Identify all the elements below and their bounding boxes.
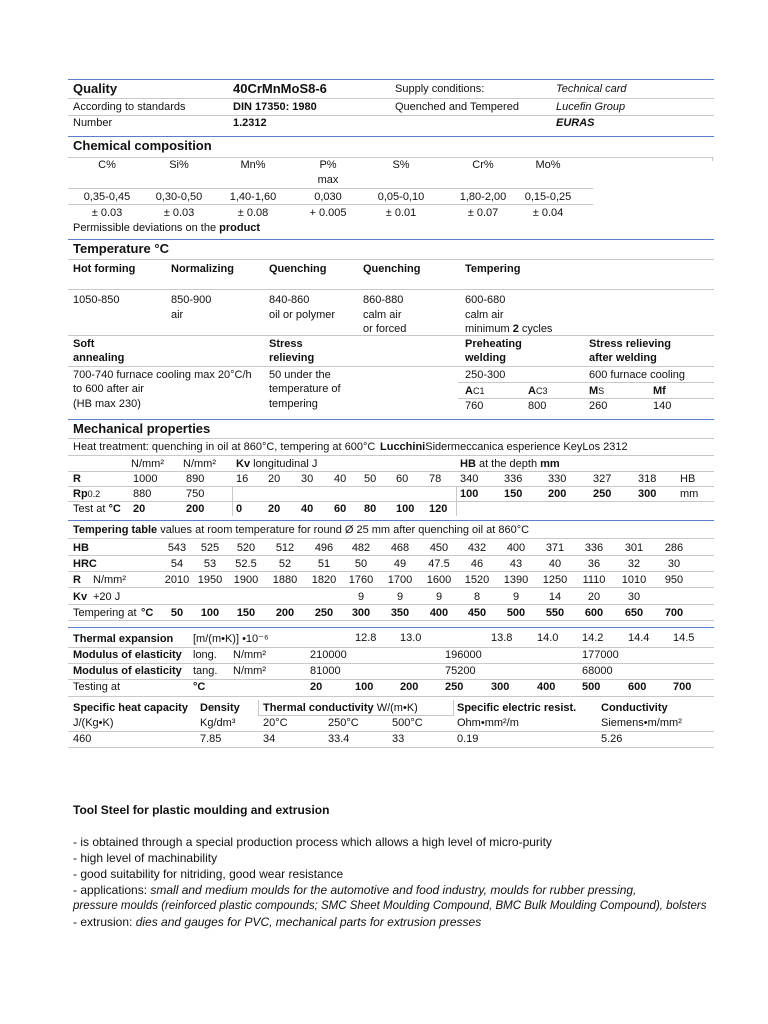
tempering-cell: 51 [317,558,331,570]
tempering-cell: 36 [587,558,601,570]
hb-value: 340 [460,473,479,485]
chem-header: S% [392,159,410,171]
tang-value: 81000 [310,665,341,677]
kv-value: 78 [429,473,442,485]
kv-value: 16 [236,473,249,485]
depth-value: 150 [504,488,523,500]
depth-value: 300 [638,488,657,500]
testing-value: 700 [673,681,692,693]
testing-value: 300 [491,681,510,693]
tempering-row-unit: +20 J [93,591,121,603]
hb-value: 330 [548,473,567,485]
tempering-cell: 450 [467,607,487,619]
tempering-cell: 1820 [311,574,337,586]
tempering-cycles: minimum 2 cycles [465,323,553,335]
cond-value: 34 [263,733,276,745]
stress-head2: relieving [269,352,315,364]
tempering-cell: 1760 [348,574,374,586]
tempering-cell: 350 [390,607,410,619]
rp-value-1: 880 [133,488,152,500]
test-value-2: 200 [186,503,205,515]
tempering-cell: 30 [667,558,681,570]
tempering-row-label: HB [73,542,89,554]
tempering-cell: 32 [627,558,641,570]
standard-value: DIN 17350: 1980 [233,101,317,113]
group-name: Lucefin Group [556,101,626,113]
conductivity-header: Thermal conductivity W/(m•K) [263,702,418,714]
tempering-cell: 30 [627,591,641,603]
tempering-cell: 9 [357,591,365,603]
kv-header: Kv longitudinal J [236,458,318,470]
tempering-table-title: Tempering table values at room temperature for round Ø 25 mm after quenching oil at 860°C [73,524,530,536]
tempering-cell: 1950 [197,574,223,586]
hb-value: 318 [638,473,657,485]
tempering-row-label: Kv [73,591,88,603]
tang-label: tang. [193,665,218,677]
tempering-cell: 1520 [464,574,490,586]
ac1-label: AC1 [465,385,485,397]
tempering-cell: 53 [203,558,217,570]
test-value-1: 20 [133,503,146,515]
description-line: pressure moulds (reinforced plastic compounds; SMC Sheet Moulding Compound, BMC Bulk Moulding Compound), bolsters [73,900,707,912]
testing-label: Testing at [73,681,121,693]
tempering-cell: 525 [200,542,220,554]
heat-capacity-value: 460 [73,733,92,745]
tempering-cell: 300 [351,607,371,619]
tempering-cell: 9 [396,591,404,603]
tempering-cell: 43 [509,558,523,570]
soft-annealing-line: 700-740 furnace cooling max 20°C/h [73,369,252,381]
exp-value: 13.0 [400,632,422,644]
rp-value-2: 750 [186,488,205,500]
conductivity-unit: Siemens•m/mm² [601,717,682,729]
testing-value: 200 [400,681,419,693]
deviations-note: Permissible deviations on the product [73,222,261,234]
chem-header: Cr% [472,159,494,171]
test-kv: 60 [334,503,347,515]
tempering-cell: 400 [506,542,526,554]
kv-value: 30 [301,473,314,485]
heat-capacity-unit: J/(Kg•K) [73,717,114,729]
chem-value: 0,05-0,10 [377,191,425,203]
chemical-title: Chemical composition [73,138,212,153]
modulus-tang-label: Modulus of elasticity [73,665,182,677]
lucchini-text: LucchiniSidermeccanica esperience KeyLos 2312 [380,441,628,453]
tempering-cell: 450 [429,542,449,554]
kv-value: 50 [364,473,377,485]
tempering-cell: 52.5 [235,558,257,570]
description-line: - good suitability for nitriding, good wear resistance [73,867,344,881]
tempering-medium: calm air [465,309,504,321]
density-value: 7.85 [200,733,222,745]
test-kv: 40 [301,503,314,515]
tempering-cell: 9 [435,591,443,603]
unit-rp: N/mm² [183,458,216,470]
hb-unit: HB [680,473,696,485]
tempering-cell: 482 [351,542,371,554]
kv-value: 40 [334,473,347,485]
tempering-cell: 1700 [387,574,413,586]
chem-value: 1,40-1,60 [229,191,277,203]
cond-temp: 250°C [328,717,359,729]
resist-label: Specific electric resist. [457,702,577,714]
temp-header: Tempering [465,263,521,275]
after-welding-head2: after welding [589,352,657,364]
chem-deviation: ± 0.04 [532,207,564,219]
tempering-cell: 1390 [503,574,529,586]
temp-header: Hot forming [73,263,136,275]
tempering-row-label: Tempering at [73,607,137,619]
temp-header: Normalizing [171,263,234,275]
soft-annealing-head2: annealing [73,352,125,364]
after-welding-value: 600 furnace cooling [589,369,686,381]
rp-label: Rp0.2 [73,488,101,500]
cond-temp: 20°C [263,717,288,729]
quenching-value: 840-860 [269,294,310,306]
heat-treatment-text: Heat treatment: quenching in oil at 860°C, tempering at 600°C [73,441,376,453]
tempering-cell: 950 [664,574,684,586]
quenching2-medium2: or forced [363,323,407,335]
testing-value: 600 [628,681,647,693]
r-value-2: 890 [186,473,205,485]
description-line: - is obtained through a special production process which allows a high level of micro-purity [73,835,552,849]
stress-line: tempering [269,398,318,410]
chem-header: Mn% [240,159,266,171]
p-max: max [317,174,339,186]
supply-condition: Quenched and Tempered [395,101,519,113]
tempering-value: 600-680 [465,294,506,306]
quenching2-medium: calm air [363,309,402,321]
long-value: 210000 [310,649,347,661]
kv-value: 60 [396,473,409,485]
kv-value: 20 [268,473,281,485]
tempering-cell: 100 [200,607,220,619]
hb-header: HB at the depth mm [460,458,560,470]
chem-value: 0,030 [314,191,342,203]
tempering-cell: 400 [429,607,449,619]
ms-value: 260 [589,400,608,412]
tempering-cell: 371 [545,542,565,554]
tempering-cell: 468 [390,542,410,554]
stress-head: Stress [269,338,303,350]
ac3-value: 800 [528,400,547,412]
depth-value: 250 [593,488,612,500]
hot-forming-value: 1050-850 [73,294,120,306]
chem-value: 0,15-0,25 [524,191,572,203]
tempering-cell: 496 [314,542,334,554]
preheat-head2: welding [465,352,506,364]
exp-value: 14.2 [582,632,604,644]
tempering-cell: 250 [314,607,334,619]
tempering-cell: 286 [664,542,684,554]
test-kv: 100 [396,503,415,515]
unit-r: N/mm² [131,458,164,470]
chem-header: C% [98,159,116,171]
tempering-cell: 1010 [621,574,647,586]
conductivity-value: 5.26 [601,733,623,745]
exp-value: 13.8 [491,632,513,644]
tempering-cell: 46 [470,558,484,570]
tempering-cell: 52 [278,558,292,570]
heat-capacity-label: Specific heat capacity [73,702,188,714]
chem-deviation: ± 0.03 [91,207,123,219]
tempering-cell: 14 [548,591,562,603]
technical-card: Technical card [556,83,627,95]
tempering-cell: 47.5 [428,558,450,570]
tempering-row-label: R [73,574,81,586]
description-line: - applications: small and medium moulds for the automotive and food industry, moulds for rubber pressing, [73,883,637,897]
long-value: 177000 [582,649,619,661]
mf-value: 140 [653,400,672,412]
preheat-value: 250-300 [465,369,506,381]
ac3-label: AC3 [528,385,548,397]
long-label: long. [193,649,217,661]
tempering-cell: 150 [236,607,256,619]
test-label: Test at °C [73,503,121,515]
tempering-cell: 1110 [582,574,606,586]
normalizing-value: 850-900 [171,294,212,306]
tempering-cell: 520 [236,542,256,554]
chem-header: Mo% [535,159,561,171]
tempering-cell: 336 [584,542,604,554]
resist-unit: Ohm•mm²/m [457,717,519,729]
tang-unit: N/mm² [233,665,266,677]
testing-value: 400 [537,681,556,693]
tempering-cell: 301 [624,542,644,554]
tempering-cell: 2010 [164,574,190,586]
number-value: 1.2312 [233,117,267,129]
test-kv: 0 [236,503,243,515]
depth-unit: mm [680,488,699,500]
tempering-cell: 543 [167,542,187,554]
exp-value: 14.4 [628,632,650,644]
tang-value: 68000 [582,665,613,677]
thermal-expansion-unit: [m/(m•K)] •10⁻⁶ [193,633,269,645]
tang-value: 75200 [445,665,476,677]
stress-line: temperature of [269,383,341,395]
tempering-row-unit: °C [141,607,154,619]
tempering-cell: 550 [545,607,565,619]
tempering-cell: 50 [354,558,368,570]
ms-label: MS [589,385,605,397]
description-title: Tool Steel for plastic moulding and extrusion [73,803,330,817]
depth-value: 200 [548,488,567,500]
standards-label: According to standards [73,101,186,113]
quality-label: Quality [73,81,118,96]
temp-header: Quenching [269,263,327,275]
exp-value: 14.5 [673,632,695,644]
tempering-row-unit: N/mm² [93,574,126,586]
exp-value: 12.8 [355,632,377,644]
modulus-long-label: Modulus of elasticity [73,649,182,661]
tempering-cell: 1900 [233,574,259,586]
tempering-cell: 700 [664,607,684,619]
soft-annealing-line: to 600 after air [73,383,144,395]
chem-value: 0,35-0,45 [83,191,131,203]
tempering-cell: 200 [275,607,295,619]
thermal-expansion-label: Thermal expansion [73,633,174,645]
chem-header: P% [319,159,337,171]
chem-value: 0,30-0,50 [155,191,203,203]
tempering-cell: 650 [624,607,644,619]
soft-annealing-line: (HB max 230) [73,398,141,410]
tempering-row-label: HRC [73,558,97,570]
tempering-cell: 600 [584,607,604,619]
testing-value: 500 [582,681,601,693]
tempering-cell: 50 [170,607,184,619]
tempering-cell: 500 [506,607,526,619]
normalizing-medium: air [171,309,184,321]
density-unit: Kg/dm³ [200,717,236,729]
mf-label: Mf [653,385,666,397]
number-label: Number [73,117,113,129]
tempering-cell: 1600 [426,574,452,586]
chem-deviation: ± 0.08 [237,207,269,219]
testing-value: 100 [355,681,374,693]
depth-value: 100 [460,488,479,500]
tempering-cell: 1250 [542,574,568,586]
chem-deviation: ± 0.03 [163,207,195,219]
temperature-title: Temperature °C [73,241,169,256]
resist-value: 0.19 [457,733,479,745]
test-kv: 120 [429,503,448,515]
tempering-cell: 432 [467,542,487,554]
chem-deviation: ± 0.01 [385,207,417,219]
hb-value: 336 [504,473,523,485]
test-kv: 20 [268,503,281,515]
conductivity-label: Conductivity [601,702,668,714]
chem-value: 1,80-2,00 [459,191,507,203]
temp-header: Quenching [363,263,421,275]
chem-deviation: + 0.005 [309,207,347,219]
r-value-1: 1000 [133,473,158,485]
cond-value: 33 [392,733,405,745]
description-line: - extrusion: dies and gauges for PVC, mechanical parts for extrusion presses [73,915,482,929]
euras-label: EURAS [556,117,595,129]
description-line: - high level of machinability [73,851,218,865]
quenching-medium: oil or polymer [269,309,336,321]
long-value: 196000 [445,649,482,661]
tempering-cell: 20 [587,591,601,603]
testing-value: 20 [310,681,323,693]
after-welding-head: Stress relieving [589,338,671,350]
test-kv: 80 [364,503,377,515]
tempering-cell: 1880 [272,574,298,586]
soft-annealing-head: Soft [73,338,95,350]
tempering-cell: 49 [393,558,407,570]
tempering-cell: 8 [473,591,481,603]
stress-line: 50 under the [269,369,331,381]
testing-value: 250 [445,681,464,693]
exp-value: 14.0 [537,632,559,644]
supply-label: Supply conditions: [395,83,485,95]
grade-name: 40CrMnMoS8-6 [233,81,327,96]
ac1-value: 760 [465,400,484,412]
r-label: R [73,473,81,485]
chem-header: Si% [169,159,189,171]
quenching2-value: 860-880 [363,294,404,306]
tempering-cell: 54 [170,558,184,570]
density-label: Density [200,702,240,714]
hb-value: 327 [593,473,612,485]
tempering-cell: 512 [275,542,295,554]
cond-value: 33.4 [328,733,350,745]
tempering-cell: 9 [512,591,520,603]
long-unit: N/mm² [233,649,266,661]
chem-deviation: ± 0.07 [467,207,499,219]
tempering-cell: 40 [548,558,562,570]
mechanical-title: Mechanical properties [73,421,211,436]
testing-unit: °C [193,681,206,693]
cond-temp: 500°C [392,717,423,729]
preheat-head: Preheating [465,338,522,350]
